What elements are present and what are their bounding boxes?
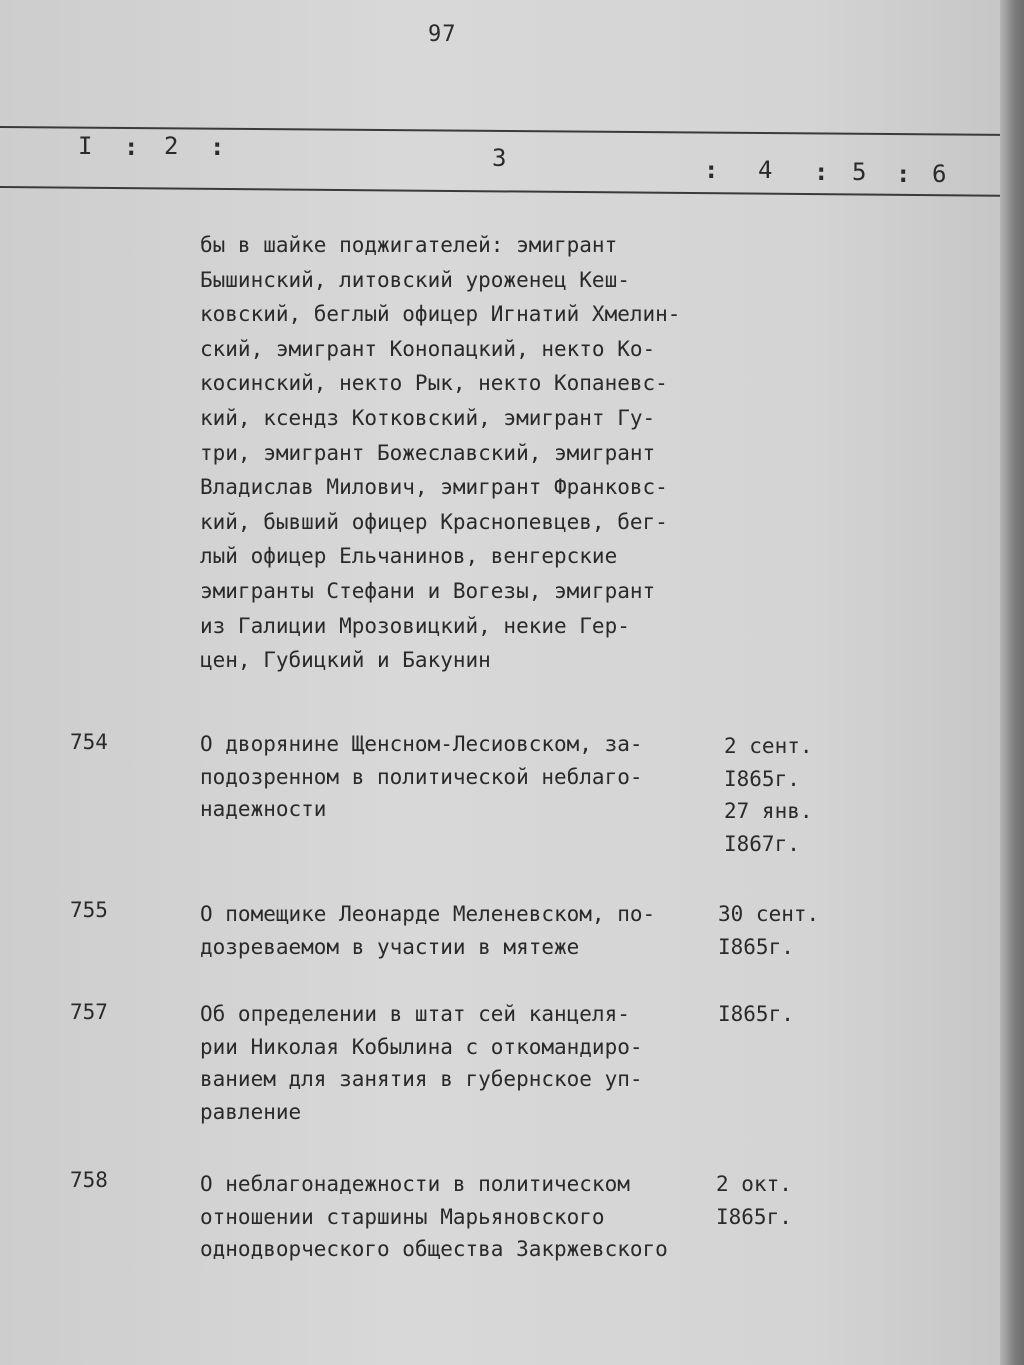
text-line: Бышинский, литовский уроженец Кеш- [200,267,630,292]
column-header-5: 5 [852,158,867,186]
continuation-text [200,228,730,678]
text-line: подозренном в политической неблаго- [200,764,643,789]
text-line: кий, бывший офицер Краснопевцев, бег- [200,509,668,534]
date-line: I867г. [724,831,800,856]
entry-number: 754 [70,730,108,754]
date-line: 30 сент. [718,902,820,926]
entry-description [200,998,643,1128]
text-line: ский, эмигрант Конопацкий, некто Ко- [200,336,656,361]
text-line: отношении старшины Марьяновского [200,1204,605,1229]
page-edge-shadow [1000,0,1024,1365]
header-rule-bottom [0,186,1000,197]
entry-description [200,728,643,826]
date-line: I865г. [718,1002,794,1026]
text-line: косинский, некто Рык, некто Копаневс- [200,371,668,396]
column-separator: : [896,160,911,188]
text-line: О неблагонадежности в политическом [200,1172,630,1196]
text-line: цен, Губицкий и Бакунин [200,648,491,673]
text-line: лый офицер Ельчанинов, венгерские [200,544,618,569]
column-separator: : [704,156,719,184]
text-line: О дворянине Щенсном-Лесиовском, за- [200,732,643,756]
entry-dates [718,898,819,963]
page-number: 97 [428,22,457,47]
date-line: I865г. [724,766,800,791]
column-separator: : [814,158,829,186]
column-header-6: 6 [932,160,947,188]
text-line: Об определении в штат сей канцеля- [200,1002,630,1026]
column-separator: : [210,133,225,161]
text-line: ванием для занятия в губернское уп- [200,1067,643,1091]
column-header-1: I [78,132,93,160]
entry-number: 755 [70,898,108,922]
text-line: равление [200,1099,302,1124]
date-line: I865г. [716,1204,792,1229]
entry-dates [724,730,813,860]
text-line: О помещике Леонарде Меленевском, по- [200,902,656,926]
text-line: надежности [200,797,327,821]
text-line: Владислав Милович, эмигрант Франковс- [200,475,668,500]
text-line: рии Николая Кобылина с откомандиро- [200,1034,643,1059]
date-line: 2 сент. [724,734,813,758]
text-line: эмигранты Стефани и Вогезы, эмигрант [200,578,656,603]
header-rule-top [0,126,1000,136]
entry-dates [718,998,794,1031]
entry-number: 758 [70,1168,108,1192]
column-separator: : [124,133,139,161]
date-line: I865г. [718,934,794,959]
entry-number: 757 [70,1000,108,1024]
text-line: дозреваемом в участии в мятеже [200,934,580,959]
entry-dates [716,1168,792,1233]
entry-description [200,898,655,963]
text-line: ковский, беглый офицер Игнатий Хмелин- [200,302,681,327]
column-header-3: 3 [492,144,507,172]
text-line: кий, ксендз Котковский, эмигрант Гу- [200,405,656,430]
text-line: три, эмигрант Божеславский, эмигрант [200,440,656,465]
date-line: 2 окт. [716,1172,792,1196]
text-line: бы в шайке поджигателей: эмигрант [200,233,618,257]
date-line: 27 янв. [724,799,813,823]
text-line: из Галиции Мрозовицкий, некие Гер- [200,613,630,638]
text-line: однодворческого общества Закржевского [200,1237,668,1261]
column-header-2: 2 [164,132,179,160]
entry-description [200,1168,668,1266]
column-header-4: 4 [758,156,773,184]
